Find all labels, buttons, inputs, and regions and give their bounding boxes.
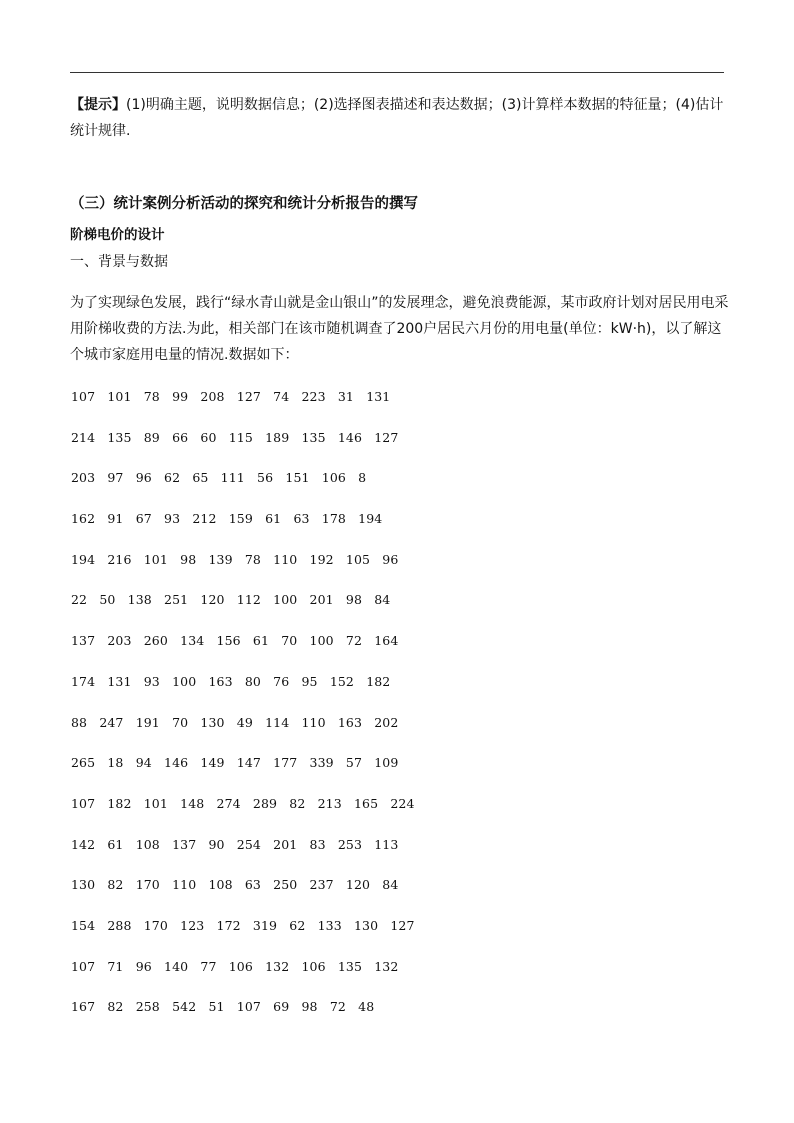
- sub-title: 阶梯电价的设计: [70, 227, 165, 243]
- data-row: 107 182 101 148 274 289 82 213 165 224: [71, 795, 415, 811]
- data-row: 162 91 67 93 212 159 61 63 178 194: [71, 511, 383, 527]
- data-row: 203 97 96 62 65 111 56 151 106 8: [71, 470, 367, 486]
- data-row: 265 18 94 146 149 147 177 339 57 109: [71, 755, 399, 771]
- data-table: [71, 387, 415, 1038]
- data-row: 194 216 101 98 139 78 110 192 105 96: [71, 551, 399, 567]
- intro-paragraph: 为了实现绿色发展，践行“绿水青山就是金山银山”的发展理念，避免浪费能源，某市政府计划对居民用电采用阶梯收费的方法.为此，相关部门在该市随机调查了200户居民六月份的用电量(单位：kW·h)，以了解这个城市家庭用电量的情况.数据如下：: [70, 295, 729, 363]
- data-row: 154 288 170 123 172 319 62 133 130 127: [71, 917, 415, 933]
- background-heading: 一、背景与数据: [70, 254, 168, 270]
- data-row: 130 82 170 110 108 63 250 237 120 84: [71, 877, 399, 893]
- data-row: 174 131 93 100 163 80 76 95 152 182: [71, 673, 391, 689]
- data-row: 88 247 191 70 130 49 114 110 163 202: [71, 714, 399, 730]
- header-rule: [70, 72, 724, 73]
- data-row: 107 71 96 140 77 106 132 106 135 132: [71, 958, 399, 974]
- data-row: 22 50 138 251 120 112 100 201 98 84: [71, 592, 391, 608]
- section-title: （三）统计案例分析活动的探究和统计分析报告的撰写: [70, 196, 418, 212]
- data-row: 137 203 260 134 156 61 70 100 72 164: [71, 633, 399, 649]
- hint-paragraph: [70, 92, 730, 144]
- data-row: 167 82 258 542 51 107 69 98 72 48: [71, 999, 375, 1015]
- data-row: 214 135 89 66 60 115 189 135 146 127: [71, 429, 399, 445]
- hint-tag: 【提示】: [70, 97, 126, 113]
- data-row: 107 101 78 99 208 127 74 223 31 131: [71, 389, 391, 404]
- hint-text: (1)明确主题，说明数据信息；(2)选择图表描述和表达数据；(3)计算样本数据的特征量；(4)估计统计规律.: [70, 97, 724, 139]
- data-row: 142 61 108 137 90 254 201 83 253 113: [71, 836, 399, 852]
